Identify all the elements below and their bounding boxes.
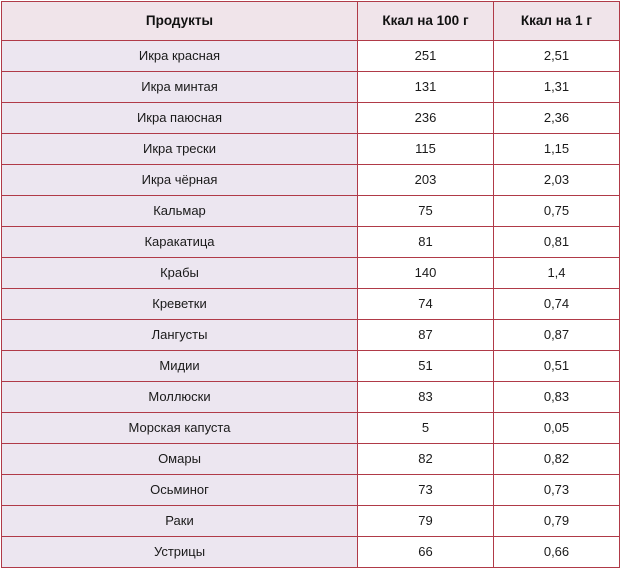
cell-kcal-100: 82 <box>358 444 494 475</box>
cell-kcal-100: 203 <box>358 165 494 196</box>
cell-kcal-1: 0,74 <box>494 289 620 320</box>
cell-kcal-1: 0,79 <box>494 506 620 537</box>
cell-kcal-1: 0,73 <box>494 475 620 506</box>
table-row <box>2 351 620 382</box>
column-header-kcal-100: Ккал на 100 г <box>358 2 494 41</box>
cell-kcal-1: 1,15 <box>494 134 620 165</box>
cell-kcal-1: 2,03 <box>494 165 620 196</box>
cell-product: Мидии <box>2 351 358 382</box>
column-header-kcal-1: Ккал на 1 г <box>494 2 620 41</box>
cell-kcal-100: 87 <box>358 320 494 351</box>
cell-kcal-100: 83 <box>358 382 494 413</box>
cell-product: Раки <box>2 506 358 537</box>
cell-product: Креветки <box>2 289 358 320</box>
cell-product: Икра красная <box>2 41 358 72</box>
cell-kcal-1: 0,87 <box>494 320 620 351</box>
cell-kcal-100: 5 <box>358 413 494 444</box>
table-body <box>2 41 620 568</box>
cell-product: Икра чёрная <box>2 165 358 196</box>
table-row <box>2 537 620 568</box>
cell-product: Икра паюсная <box>2 103 358 134</box>
cell-kcal-100: 75 <box>358 196 494 227</box>
cell-kcal-100: 74 <box>358 289 494 320</box>
table-row <box>2 72 620 103</box>
table-header <box>2 2 620 41</box>
cell-kcal-1: 1,4 <box>494 258 620 289</box>
cell-product: Крабы <box>2 258 358 289</box>
table-row <box>2 41 620 72</box>
cell-kcal-100: 51 <box>358 351 494 382</box>
cell-product: Устрицы <box>2 537 358 568</box>
cell-kcal-100: 81 <box>358 227 494 258</box>
table-row <box>2 103 620 134</box>
cell-kcal-1: 2,51 <box>494 41 620 72</box>
cell-kcal-1: 0,66 <box>494 537 620 568</box>
table-row <box>2 289 620 320</box>
cell-product: Икра трески <box>2 134 358 165</box>
cell-kcal-1: 0,83 <box>494 382 620 413</box>
cell-product: Икра минтая <box>2 72 358 103</box>
cell-product: Кальмар <box>2 196 358 227</box>
cell-kcal-100: 73 <box>358 475 494 506</box>
cell-product: Моллюски <box>2 382 358 413</box>
calorie-table-container <box>0 1 620 559</box>
cell-product: Каракатица <box>2 227 358 258</box>
table-row <box>2 134 620 165</box>
table-row <box>2 506 620 537</box>
cell-kcal-100: 131 <box>358 72 494 103</box>
table-row <box>2 413 620 444</box>
cell-kcal-1: 2,36 <box>494 103 620 134</box>
cell-product: Осьминог <box>2 475 358 506</box>
cell-kcal-100: 79 <box>358 506 494 537</box>
table-row <box>2 475 620 506</box>
cell-kcal-1: 0,82 <box>494 444 620 475</box>
cell-kcal-100: 236 <box>358 103 494 134</box>
table-row <box>2 227 620 258</box>
cell-kcal-100: 66 <box>358 537 494 568</box>
cell-kcal-1: 0,51 <box>494 351 620 382</box>
cell-kcal-1: 1,31 <box>494 72 620 103</box>
table-row <box>2 444 620 475</box>
cell-kcal-1: 0,05 <box>494 413 620 444</box>
calorie-table <box>1 1 620 568</box>
cell-kcal-100: 115 <box>358 134 494 165</box>
column-header-product: Продукты <box>2 2 358 41</box>
table-row <box>2 382 620 413</box>
cell-kcal-100: 140 <box>358 258 494 289</box>
cell-kcal-1: 0,81 <box>494 227 620 258</box>
table-row <box>2 165 620 196</box>
cell-product: Омары <box>2 444 358 475</box>
table-row <box>2 320 620 351</box>
table-row <box>2 258 620 289</box>
table-header-row <box>2 2 620 41</box>
cell-product: Лангусты <box>2 320 358 351</box>
cell-kcal-100: 251 <box>358 41 494 72</box>
cell-kcal-1: 0,75 <box>494 196 620 227</box>
table-row <box>2 196 620 227</box>
cell-product: Морская капуста <box>2 413 358 444</box>
